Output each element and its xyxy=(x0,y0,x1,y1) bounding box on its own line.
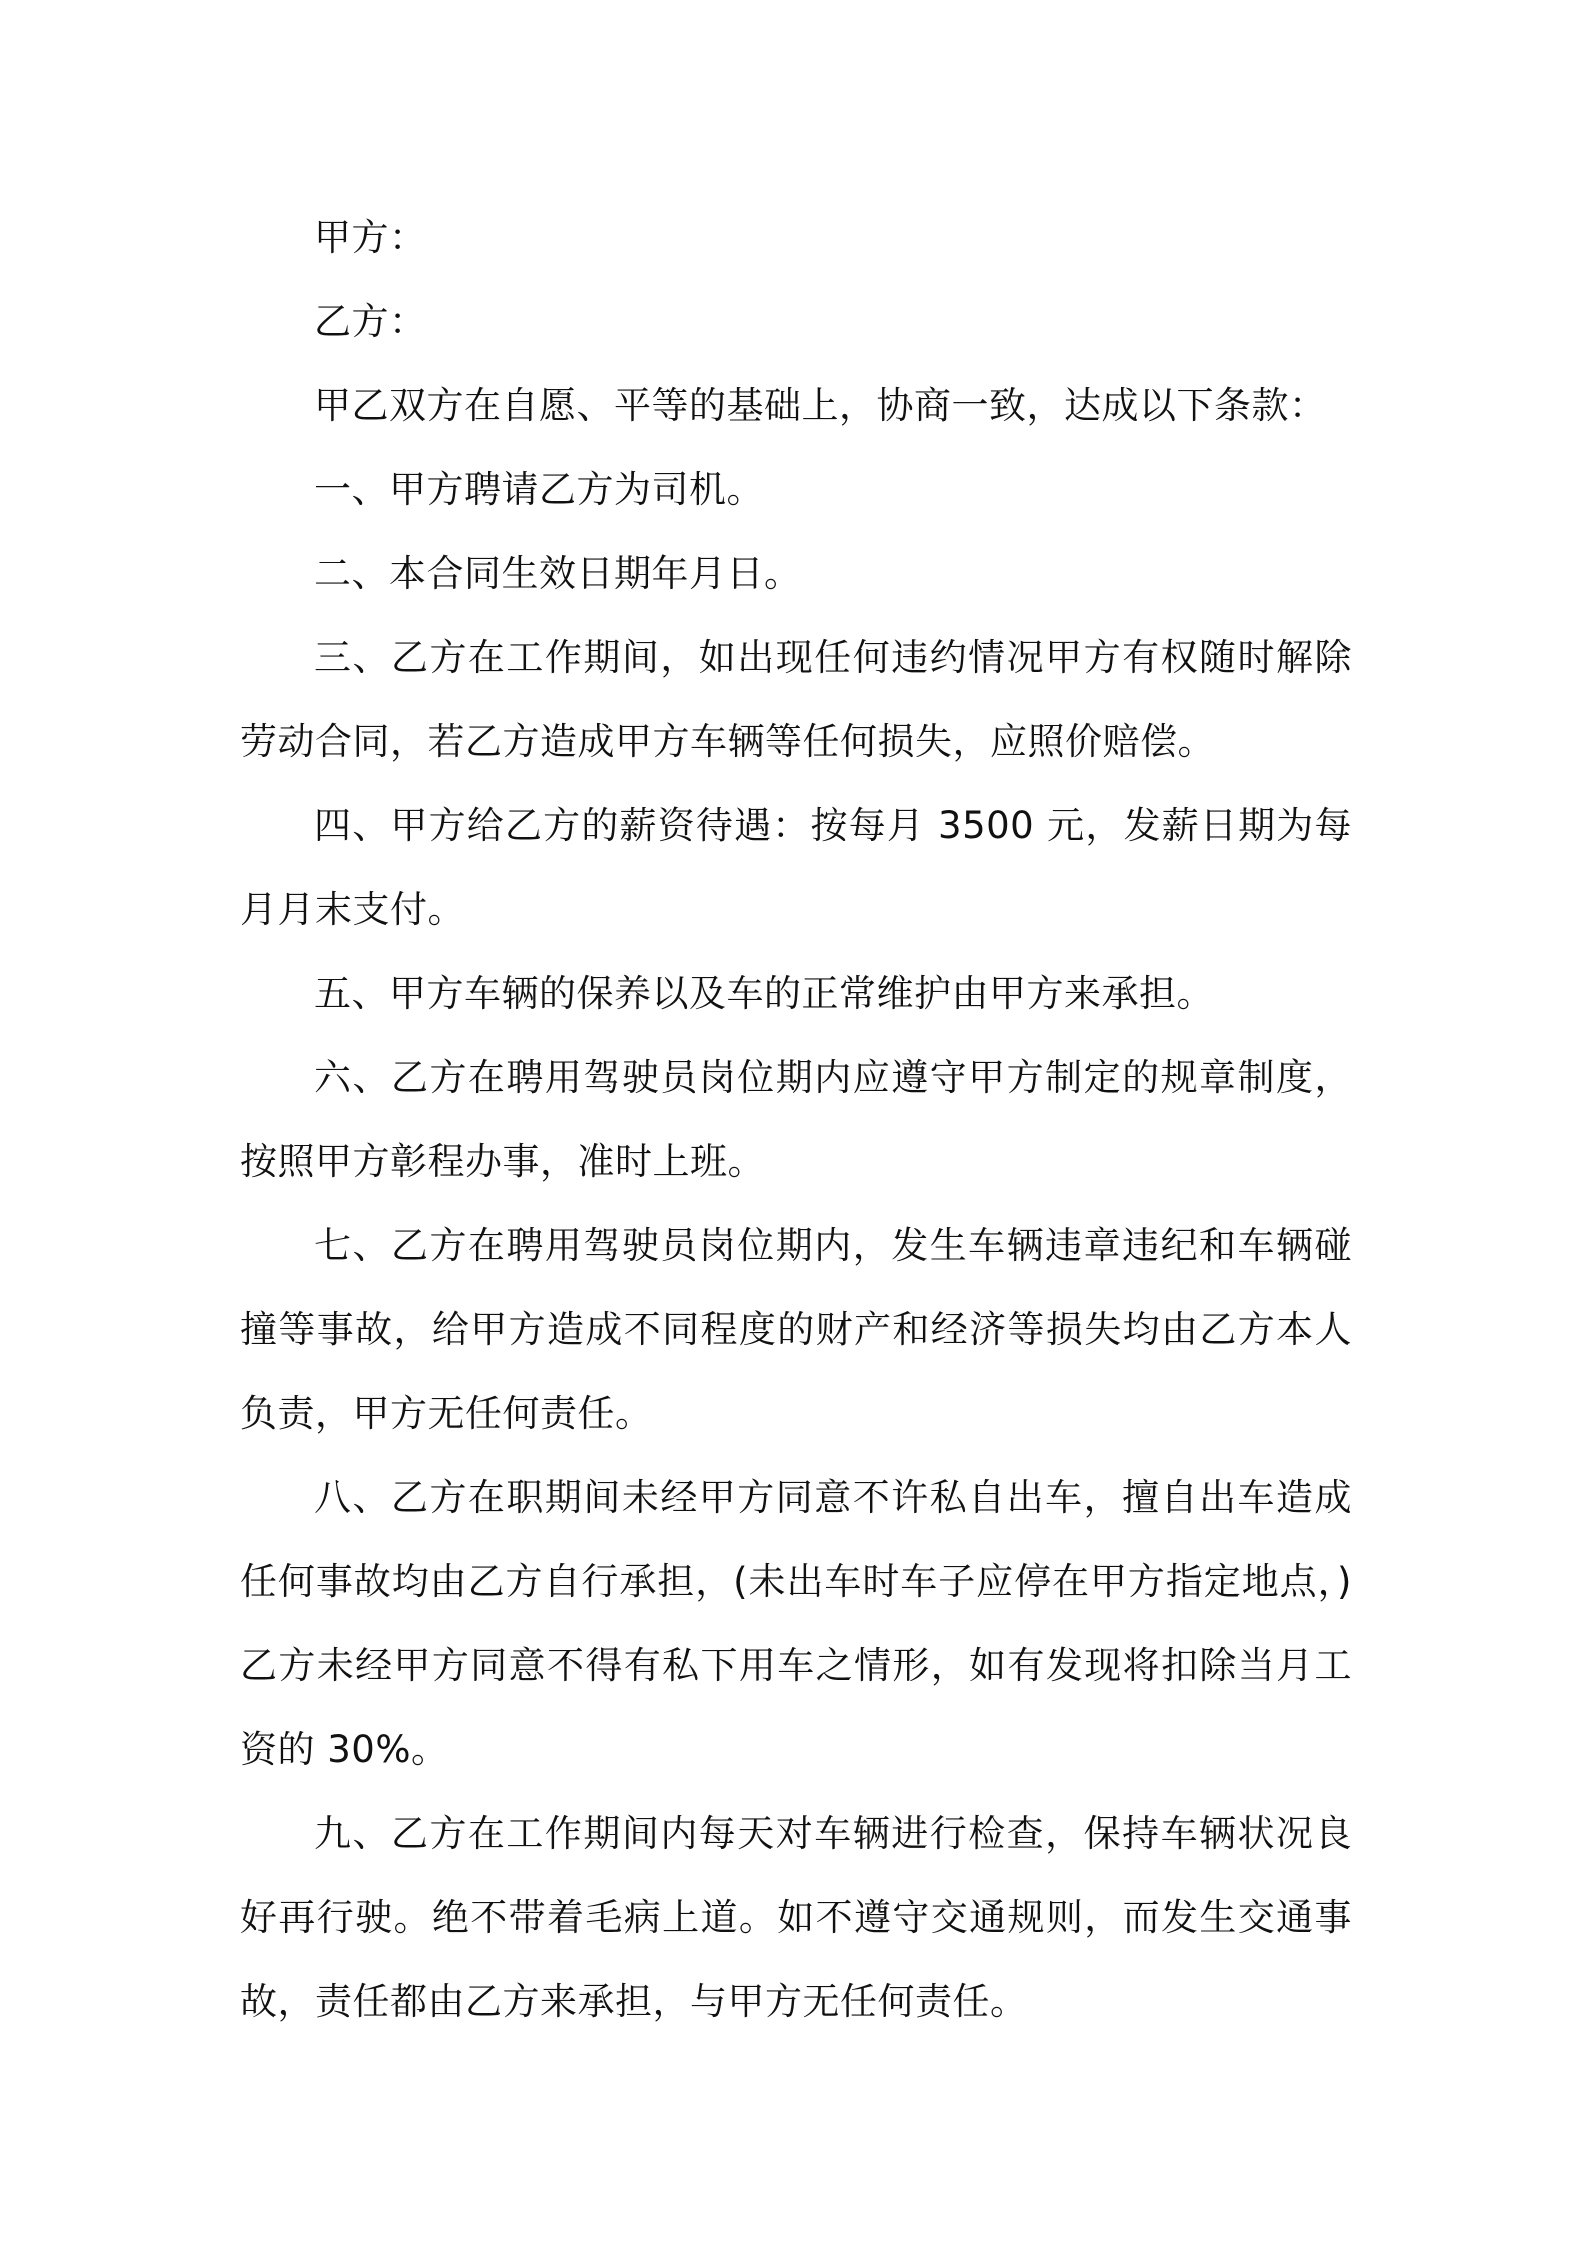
clause-7: 七、乙方在聘用驾驶员岗位期内，发生车辆违章违纪和车辆碰撞等事故，给甲方造成不同程度的财产和经济等损失均由乙方本人负责，甲方无任何责任。 xyxy=(240,1224,1352,1435)
clause-8: 八、乙方在职期间未经甲方同意不许私自出车，擅自出车造成任何事故均由乙方自行承担，(未出车时车子应停在甲方指定地点，)乙方未经甲方同意不得有私下用车之情形，如有发现将扣除当月工资的 30%。 xyxy=(240,1476,1352,1771)
clause-5: 五、甲方车辆的保养以及车的正常维护由甲方来承担。 xyxy=(314,972,1214,1015)
clause-1: 一、甲方聘请乙方为司机。 xyxy=(314,468,764,511)
party-a-line: 甲方： xyxy=(314,216,427,259)
clause-2: 二、本合同生效日期年月日。 xyxy=(314,552,802,595)
party-b-line: 乙方： xyxy=(314,300,427,343)
clause-3: 三、乙方在工作期间，如出现任何违约情况甲方有权随时解除劳动合同，若乙方造成甲方车辆等任何损失，应照价赔偿。 xyxy=(240,636,1352,763)
clause-4: 四、甲方给乙方的薪资待遇：按每月 3500 元，发薪日期为每月月末支付。 xyxy=(240,804,1352,931)
preamble: 甲乙双方在自愿、平等的基础上，协商一致，达成以下条款： xyxy=(314,384,1327,427)
clause-9: 九、乙方在工作期间内每天对车辆进行检查，保持车辆状况良好再行驶。绝不带着毛病上道。如不遵守交通规则，而发生交通事故，责任都由乙方来承担，与甲方无任何责任。 xyxy=(240,1812,1352,2023)
document-body xyxy=(240,196,1352,2044)
clause-6: 六、乙方在聘用驾驶员岗位期内应遵守甲方制定的规章制度，按照甲方彰程办事，准时上班。 xyxy=(240,1056,1352,1183)
